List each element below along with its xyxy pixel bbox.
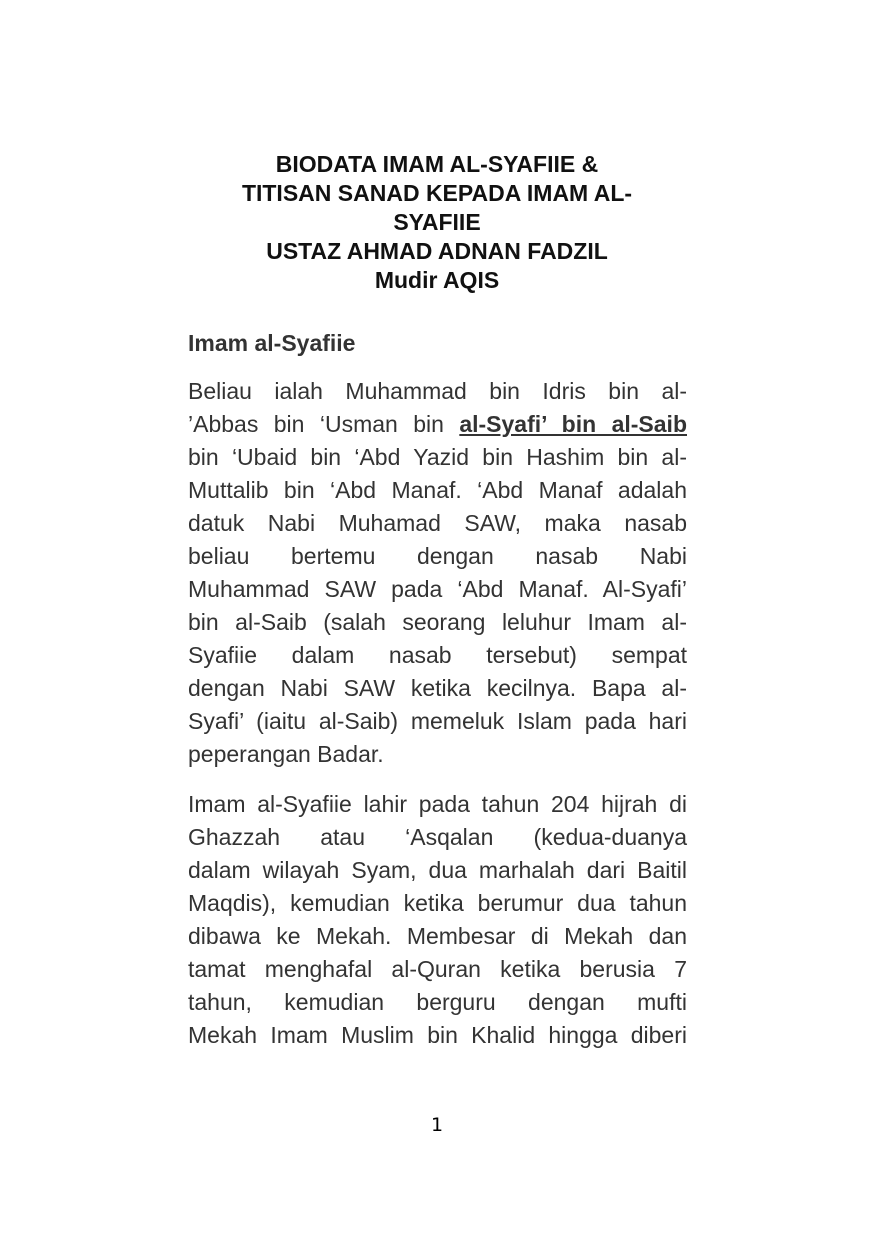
paragraph-line: Syafiie dalam nasab tersebut) sempat (188, 642, 687, 668)
paragraph-line: dibawa ke Mekah. Membesar di Mekah dan (188, 923, 687, 949)
page-number: 1 (430, 1114, 444, 1136)
paragraph-birth (188, 788, 687, 1052)
paragraph-line: peperangan Badar. (188, 741, 384, 767)
author-role-line: Mudir AQIS (374, 267, 500, 293)
paragraph-line: dalam wilayah Syam, dua marhalah dari Baitil (188, 857, 687, 883)
paragraph-line: Imam al-Syafiie lahir pada tahun 204 hijrah di (188, 791, 687, 817)
paragraph-line: Mekah Imam Muslim bin Khalid hingga diberi (188, 1022, 687, 1048)
section-heading: Imam al-Syafiie (188, 330, 356, 356)
title-line-3: SYAFIIE (393, 209, 481, 235)
paragraph-line: Syafi’ (iaitu al-Saib) memeluk Islam pada hari (188, 708, 687, 734)
paragraph-line: Maqdis), kemudian ketika berumur dua tahun (188, 890, 687, 916)
emphasized-name: al-Syafi’ bin al-Saib (459, 411, 687, 437)
paragraph-line: Muhammad SAW pada ‘Abd Manaf. Al-Syafi’ (188, 576, 687, 602)
author-line: USTAZ AHMAD ADNAN FADZIL (266, 238, 608, 264)
paragraph-line: tahun, kemudian berguru dengan mufti (188, 989, 687, 1015)
paragraph-line: bin ‘Ubaid bin ‘Abd Yazid bin Hashim bin al- (188, 444, 687, 470)
paragraph-line: Beliau ialah Muhammad bin Idris bin al- (188, 378, 687, 404)
paragraph-line: Muttalib bin ‘Abd Manaf. ‘Abd Manaf adalah (188, 477, 687, 503)
paragraph-line: tamat menghafal al-Quran ketika berusia 7 (188, 956, 687, 982)
paragraph-line-text: ’Abbas bin ‘Usman bin (188, 411, 460, 437)
paragraph-line: Ghazzah atau ‘Asqalan (kedua-duanya (188, 824, 687, 850)
paragraph-line: datuk Nabi Muhamad SAW, maka nasab (188, 510, 687, 536)
paragraph-line: beliau bertemu dengan nasab Nabi (188, 543, 687, 569)
paragraph-biography (188, 375, 687, 771)
paragraph-line: bin al-Saib (salah seorang leluhur Imam al- (188, 609, 687, 635)
document-title (187, 150, 687, 295)
paragraph-line: dengan Nabi SAW ketika kecilnya. Bapa al- (188, 675, 687, 701)
title-line-1: BIODATA IMAM AL-SYAFIIE & (275, 151, 599, 177)
paragraph-line-with-emphasis (188, 408, 687, 441)
title-line-2: TITISAN SANAD KEPADA IMAM AL- (241, 180, 633, 206)
